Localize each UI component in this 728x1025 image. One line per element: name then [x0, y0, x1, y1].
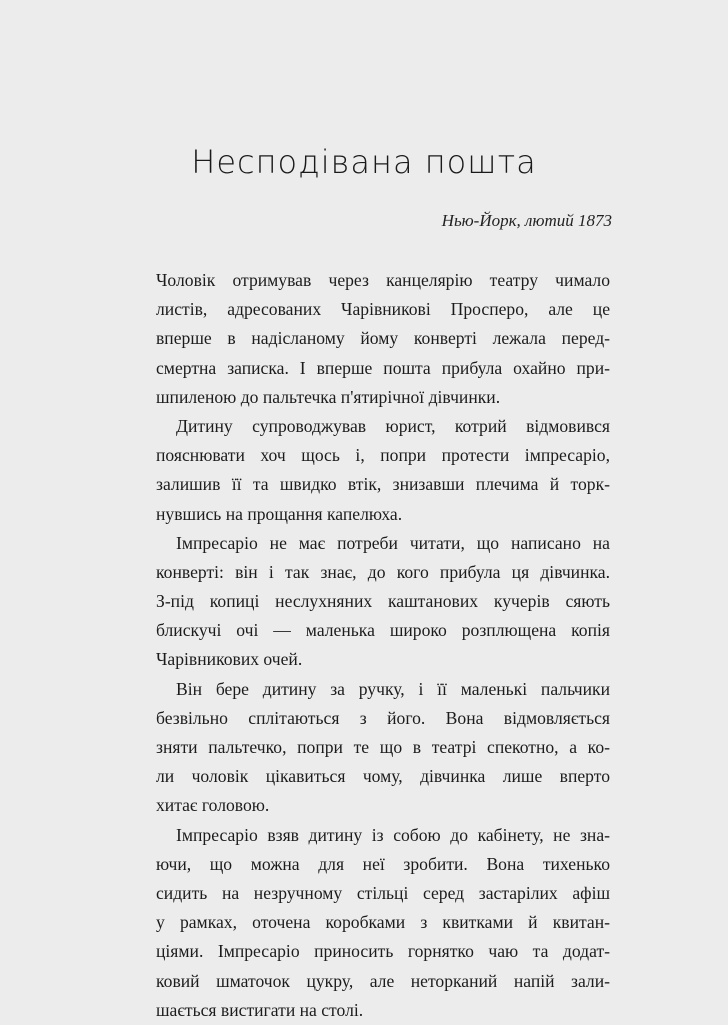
text-line: сидить на незручному стільці серед застарілих афіш	[156, 882, 610, 903]
text-line: у рамках, оточена коробками з квитками й квитан-	[156, 912, 610, 933]
text-line: блискучі очі — маленька широко розплющена копія	[156, 620, 610, 641]
text-line: Імпресаріо взяв дитину із собою до кабінету, не зна-	[176, 824, 610, 845]
text-line: ціями. Імпресаріо приносить горнятко чаю та додат-	[156, 941, 610, 962]
text-line: ли чоловік цікавиться чому, дівчинка лише вперто	[156, 766, 610, 787]
text-line: пояснювати хоч щось і, попри протести імпресаріо,	[156, 445, 610, 466]
dateline: Нью-Йорк, лютий 1873	[441, 211, 612, 230]
text-line: шається вистигати на столі.	[156, 999, 364, 1020]
text-line: зняти пальтечко, попри те що в театрі спекотно, а ко-	[156, 737, 610, 757]
text-line: З-під копиці неслухняних каштанових кучерів сяють	[156, 591, 610, 612]
text-line: Він бере дитину за ручку, і її маленькі пальчики	[176, 678, 610, 699]
text-line: Дитину супроводжував юрист, котрий відмовився	[176, 415, 610, 436]
text-line: вперше в надісланому йому конверті лежала перед-	[156, 328, 610, 349]
text-line: ковий шматочок цукру, але неторканий напій зали-	[156, 970, 610, 991]
text-line: ючи, що можна для неї зробити. Вона тихенько	[156, 853, 610, 874]
text-line: шпиленою до пальтечка п'ятирічної дівчинки.	[156, 386, 501, 407]
text-line: Чоловік отримував через канцелярію театру чимало	[156, 270, 610, 290]
text-line: листів, адресованих Чарівникові Просперо, але це	[156, 299, 610, 320]
text-line: безвільно сплітаються з його. Вона відмовляється	[156, 707, 610, 728]
chapter-title: Несподівана пошта	[191, 143, 537, 181]
text-line: хитає головою.	[156, 795, 270, 816]
body-text	[156, 266, 610, 1025]
text-line: залишив її та швидко втік, знизавши плечима й торк-	[156, 474, 610, 495]
text-line: Чарівникових очей.	[156, 649, 303, 670]
text-line: конверті: він і так знає, до кого прибула ця дівчинка.	[156, 561, 610, 582]
text-line: смертна записка. І вперше пошта прибула охайно при-	[156, 357, 610, 378]
text-line: нувшись на прощання капелюха.	[156, 503, 403, 524]
text-line: Імпресаріо не має потреби читати, що написано на	[176, 532, 610, 553]
